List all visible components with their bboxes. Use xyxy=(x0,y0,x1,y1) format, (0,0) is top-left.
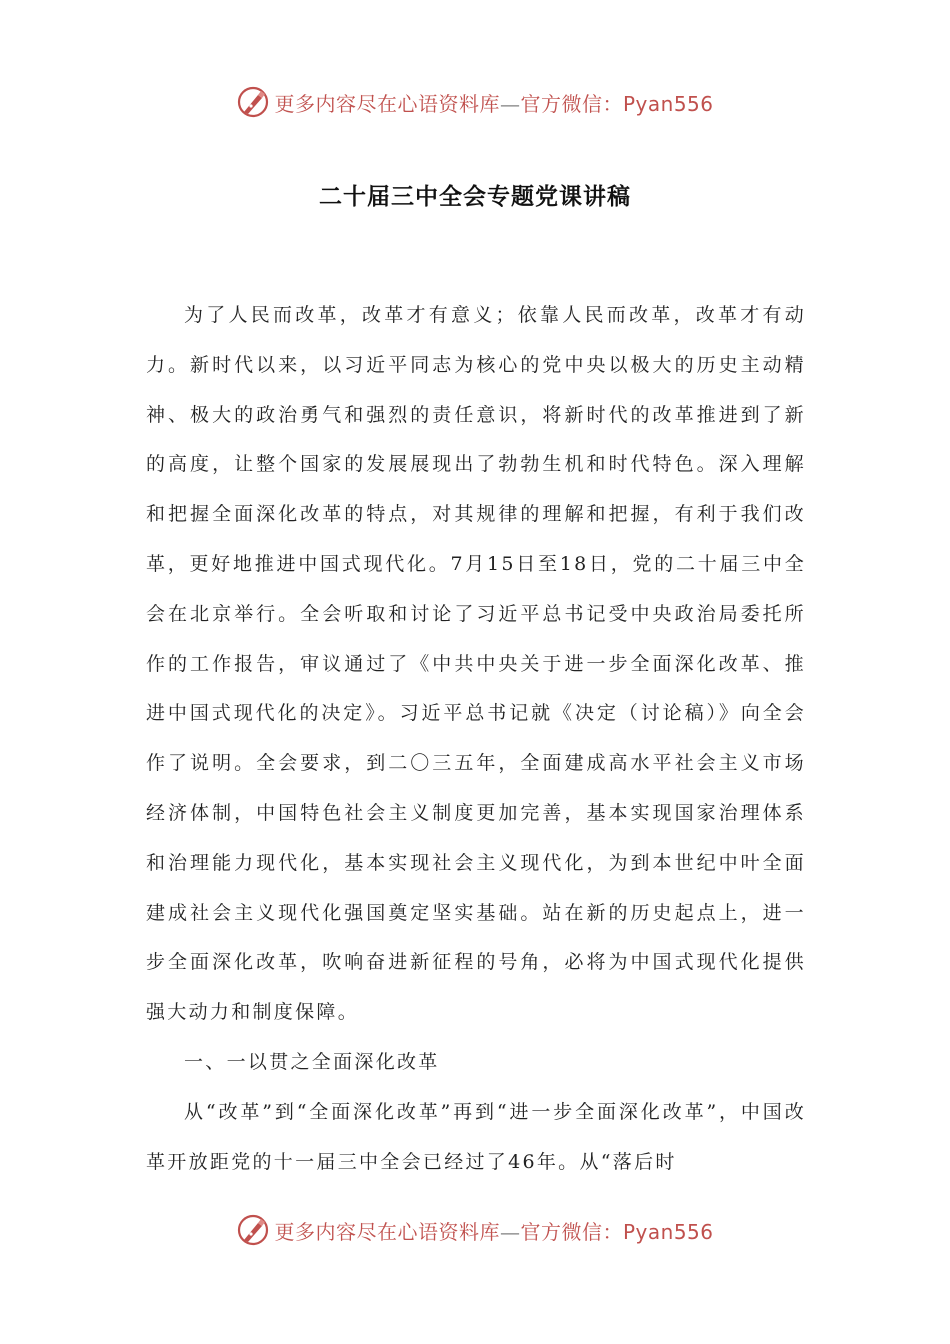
banner-text: 更多内容尽在心语资料库—官方微信：Pyan556 xyxy=(274,1219,714,1244)
header-watermark-banner xyxy=(0,82,950,122)
body-paragraph: 为了人民而改革，改革才有意义；依靠人民而改革，改革才有动力。新时代以来，以习近平同志为核心的党中央以极大的历史主动精神、极大的政治勇气和强烈的责任意识，将新时代的改革推进到了新的高度，让整个国家的发展展现出了勃勃生机和时代特色。深入理解和把握全面深化改革的特点，对其规律的理解和把握，有利于我们改革，更好地推进中国式现代化。7月15日至18日，党的二十届三中全会在北京举行。全会听取和讨论了习近平总书记受中央政治局委托所作的工作报告，审议通过了《中共中央关于进一步全面深化改革、推进中国式现代化的决定》。习近平总书记就《决定（讨论稿）》向全会作了说明。全会要求，到二〇三五年，全面建成高水平社会主义市场经济体制，中国特色社会主义制度更加完善，基本实现国家治理体系和治理能力现代化，基本实现社会主义现代化，为到本世纪中叶全面建成社会主义现代化强国奠定坚实基础。站在新的历史起点上，进一步全面深化改革，吹响奋进新征程的号角，必将为中国式现代化提供强大动力和制度保障。 xyxy=(146,304,806,1024)
document-title: 二十届三中全会专题党课讲稿 xyxy=(319,184,631,210)
document-body xyxy=(146,291,806,1187)
pen-nib-circle-icon xyxy=(236,85,270,119)
banner-text: 更多内容尽在心语资料库—官方微信：Pyan556 xyxy=(274,91,714,116)
footer-watermark-banner xyxy=(0,1210,950,1250)
section-heading: 一、一以贯之全面深化改革 xyxy=(184,1050,440,1073)
pen-nib-circle-icon xyxy=(236,1213,270,1247)
body-paragraph: 从“改革”到“全面深化改革”再到“进一步全面深化改革”，中国改革开放距党的十一届三中全会已经过了46年。从“落后时 xyxy=(146,1100,806,1173)
